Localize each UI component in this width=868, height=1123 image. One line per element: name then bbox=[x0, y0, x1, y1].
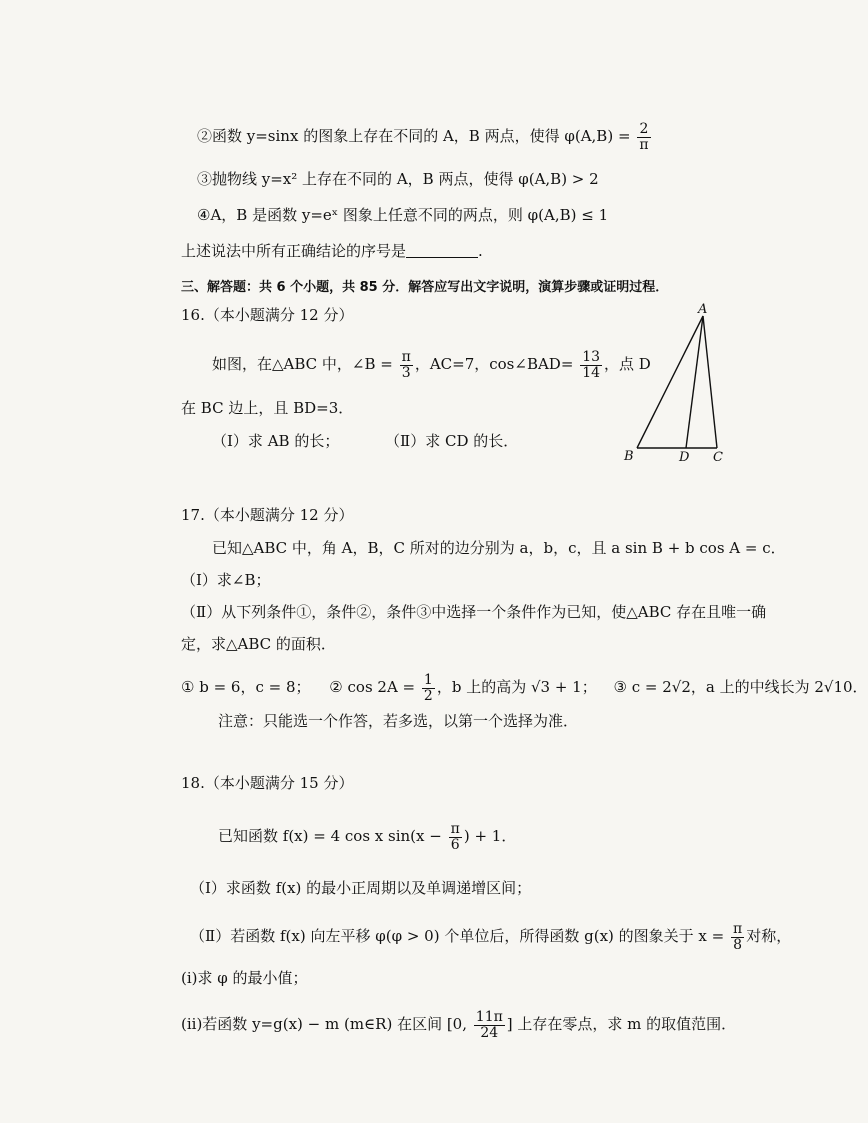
q16-part1: （Ⅰ）求 AB 的长； bbox=[212, 432, 340, 450]
q18-title: 18.（本小题满分 15 分） bbox=[181, 774, 354, 792]
fraction-numerator: 2 bbox=[637, 122, 650, 138]
q17-conditions bbox=[181, 673, 868, 703]
q16-title: 16.（本小题满分 12 分） bbox=[181, 306, 354, 324]
q17-part2-b: 定，求△ABC 的面积． bbox=[181, 635, 336, 653]
item-2 bbox=[197, 122, 653, 152]
q18-part2-i: (i)求 φ 的最小值； bbox=[181, 969, 308, 987]
q16-line2: 在 BC 边上，且 BD=3． bbox=[181, 399, 354, 417]
q18-function-b: ) + 1． bbox=[463, 827, 517, 846]
q18-part2-ii-b: ] 上存在零点，求 m 的取值范围． bbox=[506, 1015, 737, 1034]
fraction-denominator: 24 bbox=[480, 1024, 499, 1041]
fraction-numerator: π bbox=[401, 349, 411, 365]
q16-line1-a: 如图，在△ABC 中，∠B = bbox=[212, 355, 393, 374]
fraction-pi-over-8 bbox=[731, 922, 744, 952]
conclusion-line bbox=[181, 241, 483, 261]
fraction-denominator: 14 bbox=[582, 364, 601, 381]
fraction-pi-over-6 bbox=[449, 822, 462, 852]
section-3-heading: 三、解答题：共 6 个小题，共 85 分．解答应写出文字说明，演算步骤或证明过程． bbox=[181, 280, 669, 295]
fraction-1-over-2 bbox=[422, 673, 435, 703]
fraction-11pi-over-24 bbox=[474, 1010, 505, 1040]
q18-part2-b: 对称， bbox=[746, 927, 792, 946]
q17-title: 17.（本小题满分 12 分） bbox=[181, 506, 354, 524]
fraction-13-over-14 bbox=[580, 350, 602, 380]
fraction-2-over-pi bbox=[637, 122, 650, 152]
q16-line1-c: ，点 D bbox=[604, 355, 651, 374]
q17-line1: 已知△ABC 中，角 A，B，C 所对的边分别为 a，b，c，且 a sin B + b cos A = c． bbox=[212, 539, 786, 557]
fraction-denominator: 2 bbox=[423, 687, 433, 704]
conclusion-text: 上述说法中所有正确结论的序号是 bbox=[181, 242, 407, 260]
fraction-denominator: 6 bbox=[450, 836, 460, 853]
fraction-numerator: π bbox=[450, 821, 460, 837]
condition-3: ③ c = 2√2，a 上的中线长为 2√10． bbox=[613, 678, 868, 697]
q18-part1: （Ⅰ）求函数 f(x) 的最小正周期以及单调递增区间； bbox=[190, 879, 532, 897]
side-AB bbox=[637, 316, 703, 448]
condition-2-b: ，b 上的高为 √3 + 1； bbox=[436, 678, 597, 697]
fraction-numerator: π bbox=[733, 921, 743, 937]
label-C: C bbox=[713, 450, 723, 465]
side-AC bbox=[703, 316, 717, 448]
q18-part2-ii-a: (ii)若函数 y=g(x) − m (m∈R) 在区间 [0, bbox=[181, 1015, 467, 1034]
q16-line1-b: ，AC=7，cos∠BAD= bbox=[414, 355, 574, 374]
q17-note: 注意：只能选一个作答，若多选，以第一个选择为准． bbox=[218, 712, 579, 730]
q18-function-a: 已知函数 f(x) = 4 cos x sin(x − bbox=[218, 827, 442, 846]
triangle-figure bbox=[615, 298, 735, 468]
fraction-pi-over-3 bbox=[400, 350, 413, 380]
item-3: ③抛物线 y=x² 上存在不同的 A，B 两点，使得 φ(A,B) > 2 bbox=[197, 170, 599, 188]
fraction-denominator: 3 bbox=[401, 364, 411, 381]
item-4: ④A，B 是函数 y=eˣ 图象上任意不同的两点，则 φ(A,B) ≤ 1 bbox=[197, 206, 609, 224]
q18-part2-ii bbox=[181, 1010, 736, 1040]
condition-1: ① b = 6，c = 8； bbox=[181, 678, 311, 697]
fraction-numerator: 1 bbox=[423, 672, 433, 688]
conclusion-period: . bbox=[478, 242, 483, 260]
label-B: B bbox=[624, 449, 634, 464]
label-D: D bbox=[679, 450, 690, 465]
condition-2-a: ② cos 2A = bbox=[329, 678, 416, 697]
q16-line1 bbox=[212, 350, 651, 380]
fraction-numerator: 11π bbox=[475, 1009, 503, 1025]
fraction-denominator: 8 bbox=[733, 936, 743, 953]
segment-AD bbox=[686, 316, 703, 448]
fraction-numerator: 13 bbox=[582, 349, 601, 365]
q18-part2 bbox=[190, 922, 791, 952]
q18-line1 bbox=[218, 822, 516, 852]
fraction-denominator: π bbox=[639, 136, 649, 153]
q17-part2-a: （Ⅱ）从下列条件①，条件②，条件③中选择一个条件作为已知，使△ABC 存在且唯一确 bbox=[181, 603, 767, 621]
q17-part1: （Ⅰ）求∠B； bbox=[181, 571, 271, 589]
label-A: A bbox=[698, 302, 708, 317]
q18-part2-a: （Ⅱ）若函数 f(x) 向左平移 φ(φ > 0) 个单位后，所得函数 g(x) 的图象关于 x = bbox=[190, 927, 725, 946]
answer-blank bbox=[406, 243, 478, 258]
item-2-text: ②函数 y=sinx 的图象上存在不同的 A，B 两点，使得 φ(A,B) = bbox=[197, 127, 631, 146]
q16-part2: （Ⅱ）求 CD 的长． bbox=[385, 432, 519, 450]
